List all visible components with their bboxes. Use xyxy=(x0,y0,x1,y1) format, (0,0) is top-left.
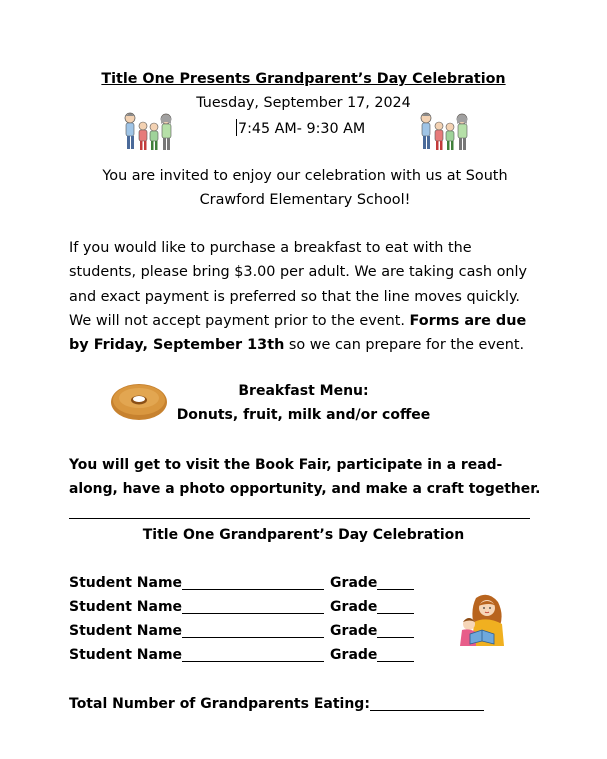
activities-text: You will get to visit the Book Fair, participate in a read-along, have a photo opportunity, and make a craft together. xyxy=(69,457,541,498)
invitation-text: You are invited to enjoy our celebration with us at South Crawford Elementary School! xyxy=(102,168,508,209)
student-name-label: Student Name xyxy=(69,647,183,663)
grade-blank[interactable] xyxy=(377,623,414,638)
text-cursor xyxy=(236,119,237,136)
total-grandparents-row xyxy=(69,696,484,712)
total-grandparents-label: Total Number of Grandparents Eating: xyxy=(69,696,370,712)
mother-child-reading-icon xyxy=(456,592,508,648)
breakfast-menu-heading: Breakfast Menu: xyxy=(238,383,369,399)
student-row-1 xyxy=(69,575,414,591)
student-name-label: Student Name xyxy=(69,575,183,591)
student-name-label: Student Name xyxy=(69,599,183,615)
grade-label: Grade xyxy=(330,623,378,639)
student-name-blank[interactable] xyxy=(182,647,324,662)
event-date: Tuesday, September 17, 2024 xyxy=(196,95,411,111)
grade-blank[interactable] xyxy=(377,599,414,614)
family-clipart-right-icon xyxy=(417,110,473,152)
breakfast-menu-items: Donuts, fruit, milk and/or coffee xyxy=(176,407,431,423)
family-clipart-left-icon xyxy=(121,110,177,152)
student-name-blank[interactable] xyxy=(182,575,324,590)
breakfast-info-paragraph xyxy=(69,236,541,357)
total-grandparents-blank[interactable] xyxy=(370,696,484,711)
flyer-title: Title One Presents Grandparent’s Day Celebration xyxy=(101,71,506,87)
grade-blank[interactable] xyxy=(377,647,414,662)
student-row-3 xyxy=(69,623,414,639)
breakfast-info-end: so we can prepare for the event. xyxy=(284,337,525,354)
student-name-blank[interactable] xyxy=(182,599,324,614)
forms-due-text: Forms are due by Friday, September 13th xyxy=(69,312,527,354)
student-row-2 xyxy=(69,599,414,615)
form-title: Title One Grandparent’s Day Celebration xyxy=(142,527,465,543)
grade-label: Grade xyxy=(330,575,378,591)
event-time: 7:45 AM- 9:30 AM xyxy=(238,121,366,137)
grade-label: Grade xyxy=(330,647,378,663)
event-time-line xyxy=(236,119,365,137)
student-name-label: Student Name xyxy=(69,623,183,639)
grade-label: Grade xyxy=(330,599,378,615)
breakfast-info-text: If you would like to purchase a breakfast to eat with the students, please bring $3.00 per adult. We are taking cash only and exact payment is preferred so that the line moves quickly. We will not accept payment prior to the event. xyxy=(69,240,528,329)
grade-blank[interactable] xyxy=(377,575,414,590)
student-name-blank[interactable] xyxy=(182,623,324,638)
cut-line-divider xyxy=(69,518,530,519)
student-row-4 xyxy=(69,647,414,663)
